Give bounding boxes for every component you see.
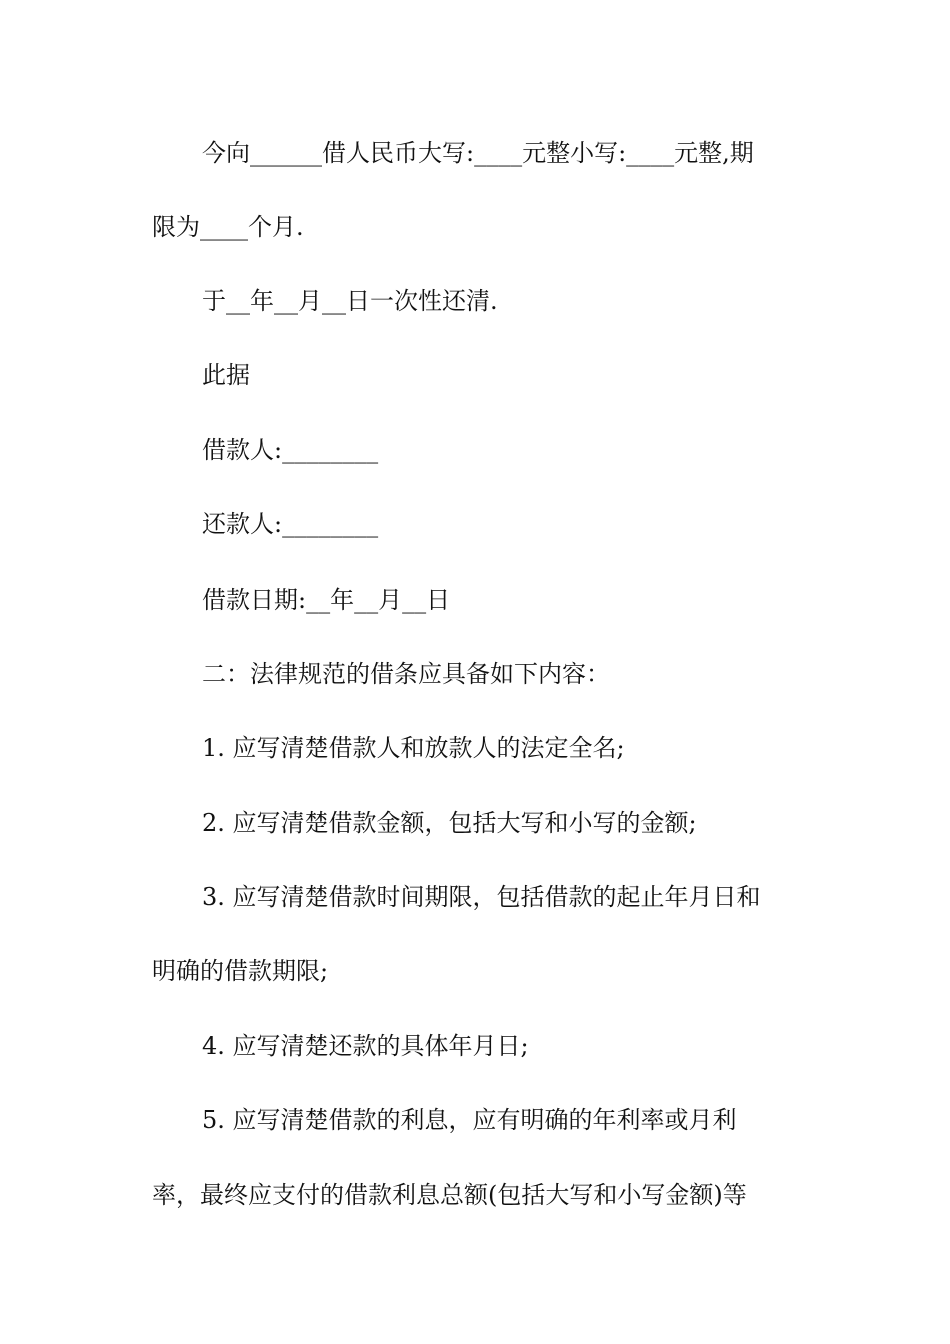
list-item-2: 2. 应写清楚借款金额，包括大写和小写的金额; — [202, 809, 697, 837]
list-item-5-cont: 率，最终应支付的借款利息总额(包括大写和小写金额)等 — [152, 1181, 747, 1209]
list-item-3: 3. 应写清楚借款时间期限，包括借款的起止年月日和 — [202, 883, 761, 911]
section-heading: 二：法律规范的借条应具备如下内容： — [202, 660, 610, 688]
list-item-3-cont: 明确的借款期限; — [152, 957, 329, 985]
list-item-1: 1. 应写清楚借款人和放款人的法定全名; — [202, 734, 625, 762]
loan-date-line: 借款日期:__年__月__日 — [202, 586, 451, 614]
repayer-line: 还款人:________ — [202, 510, 379, 538]
borrower-line: 借款人:________ — [202, 436, 379, 464]
loan-note-line-2: 限为____个月. — [152, 213, 304, 241]
loan-note-line-1: 今向______借人民币大写:____元整小写:____元整,期 — [202, 139, 754, 167]
ci-ju-line: 此据 — [202, 361, 250, 389]
list-item-4: 4. 应写清楚还款的具体年月日; — [202, 1032, 529, 1060]
repayment-date-line: 于__年__月__日一次性还清. — [202, 287, 498, 315]
list-item-5: 5. 应写清楚借款的利息，应有明确的年利率或月利 — [202, 1106, 737, 1134]
